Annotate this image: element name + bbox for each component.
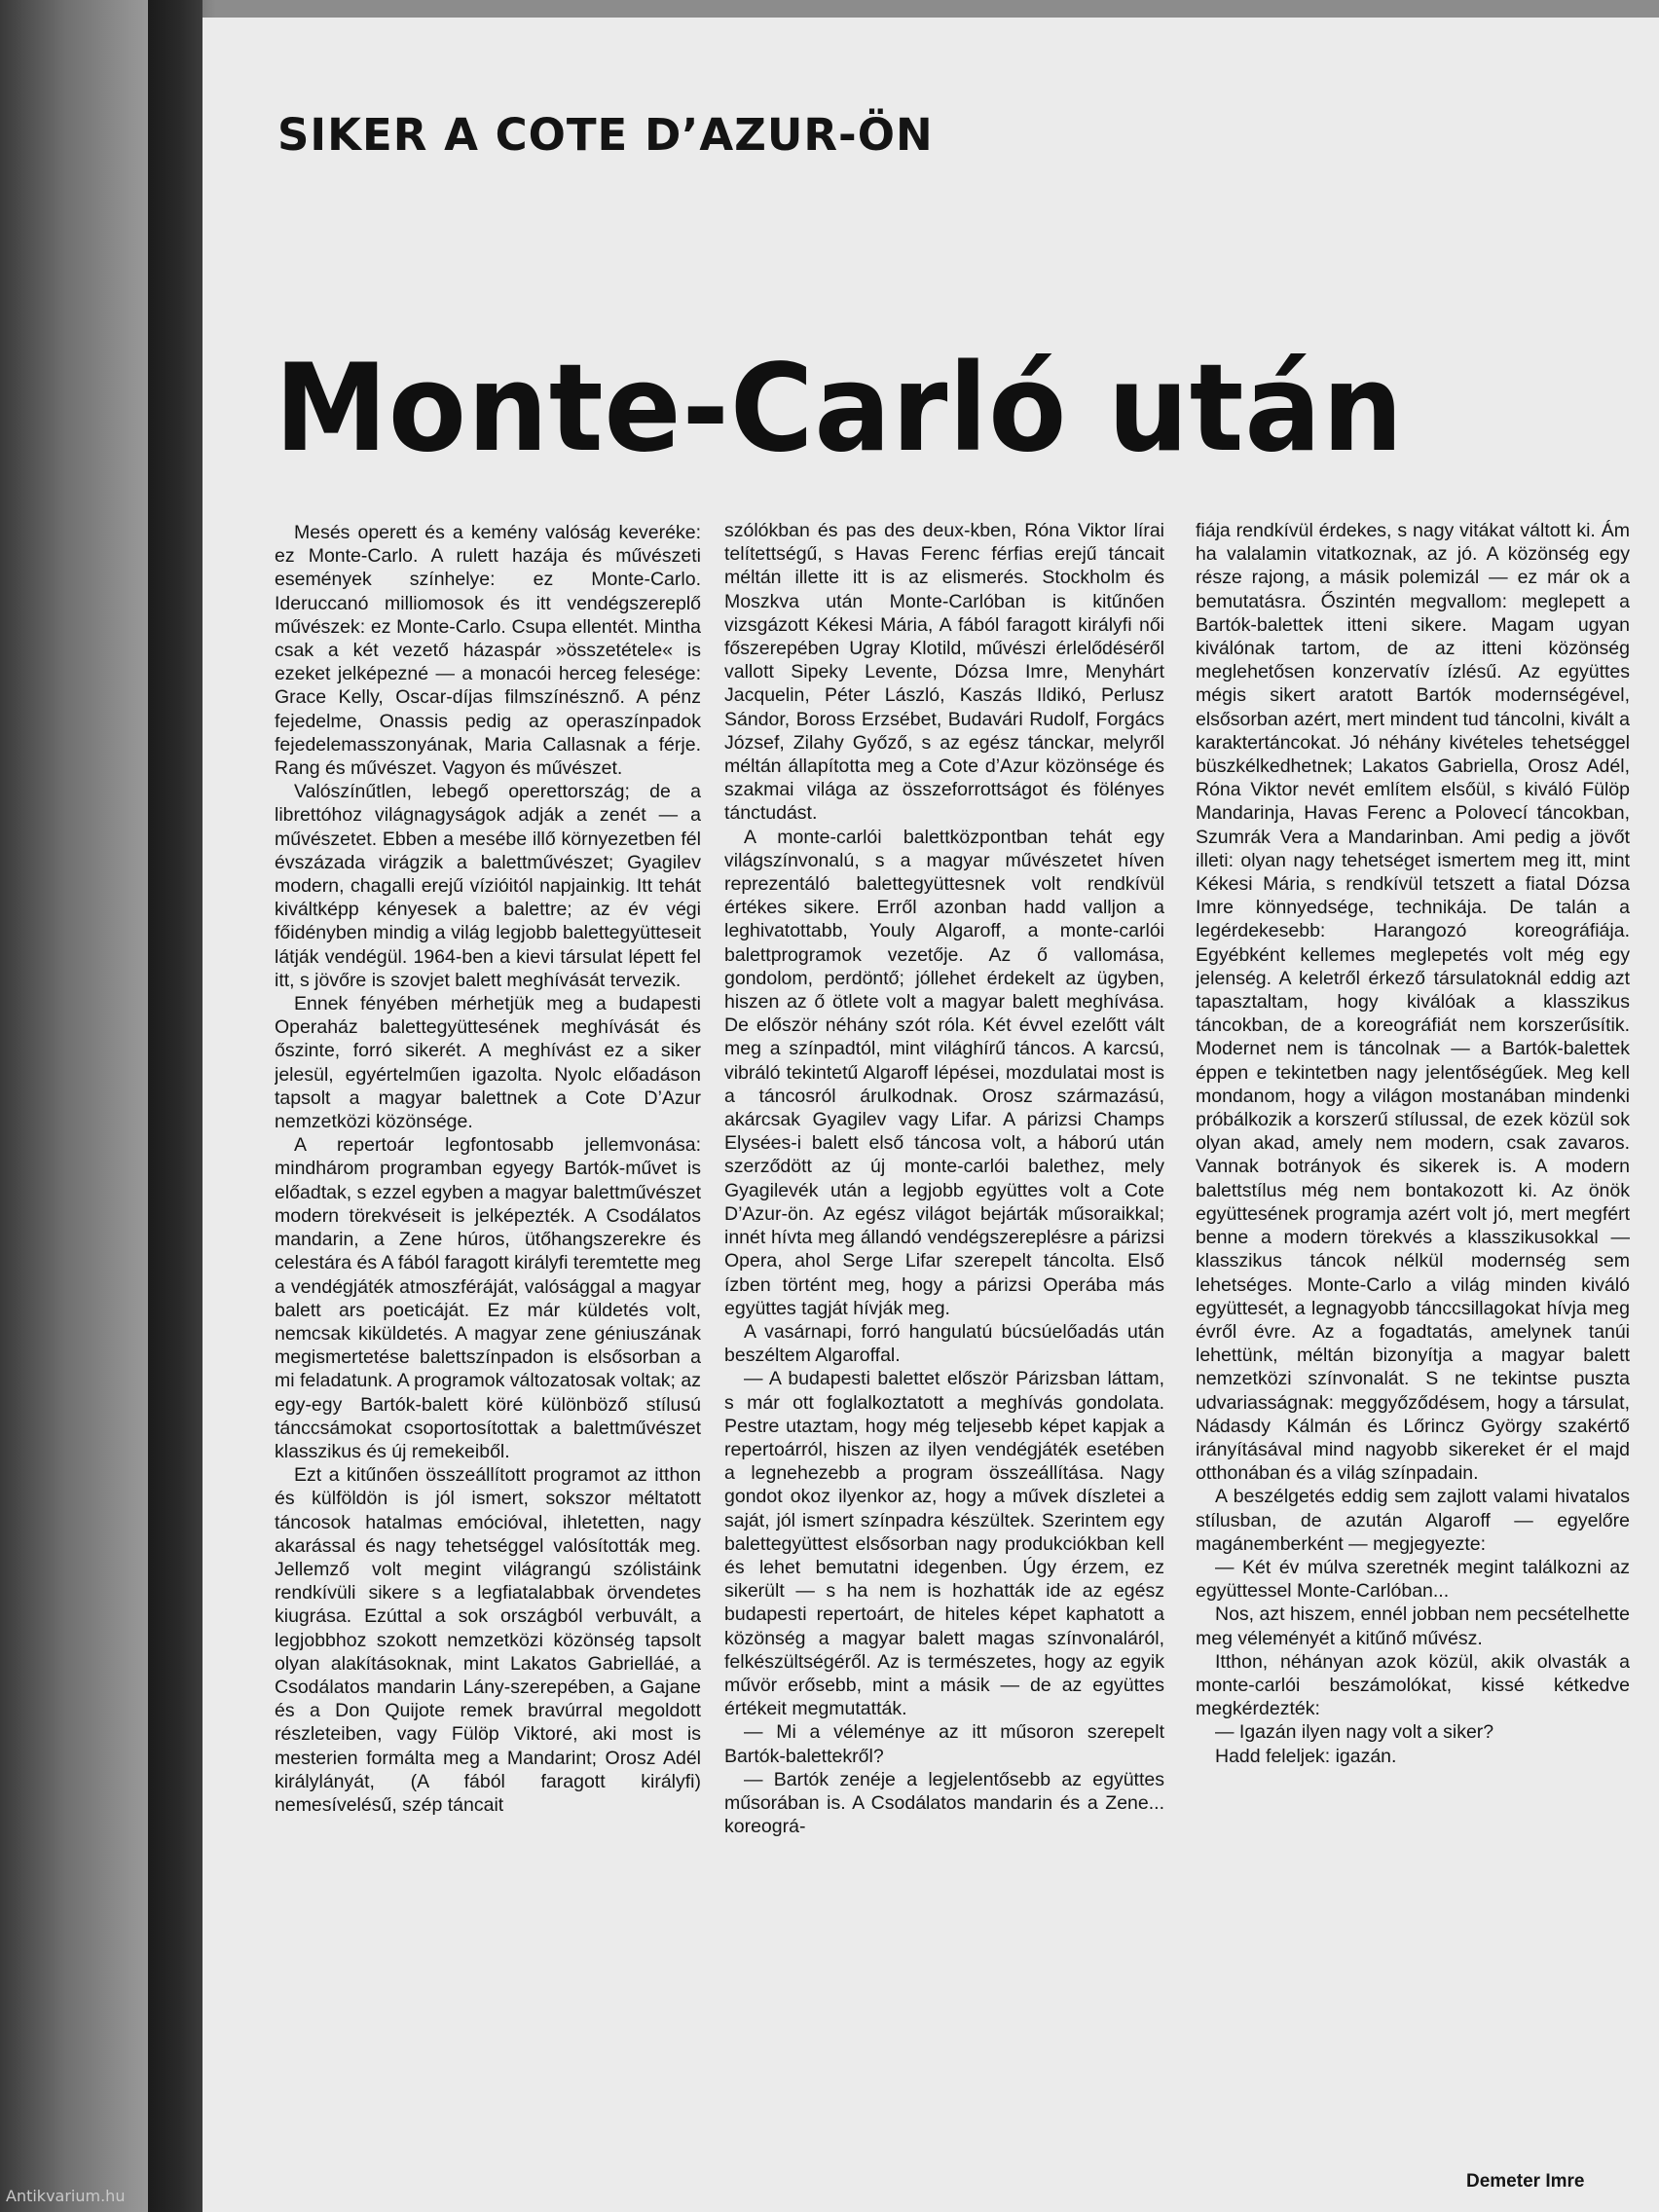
kicker-title: SIKER A COTE D’AZUR-ÖN <box>277 109 934 161</box>
paragraph: Mesés operett és a kemény valóság keveréke: ez Monte-Carlo. A rulett hazája és művészeti események színhelye: ez Monte-Carlo. Ideruccanó milliomosok és itt vendégszereplő művészek: ez Monte-Carlo. Csupa ellentét. Mintha csak a két vezető házaspár »összetétele« is ezeket jelképezné — a monacói herceg felesége: Grace Kelly, Oscar-díjas filmszínésznő. A pénz fejedelme, Onassis pedig az operaszínpadok fejedelemasszonyának, Maria Callasnak a férje. Rang és művészet. Vagyon és művészet. <box>275 522 701 780</box>
paragraph: A monte-carlói balettközpontban tehát egy világszínvonalú, s a magyar művészetet híven reprezentáló balettegyüttesnek volt rendkívül értékes sikere. Erről azonban hadd valljon a leghivatottabb, Youly Algaroff, a monte-carlói balettprogramok vezetője. Az ő vallomása, gondolom, perdöntő; jóllehet érdekelt az ügyben, hiszen az ő ötlete volt a magyar balett meghívása. De először néhány szót róla. Két évvel ezelőtt vált meg a színpadtól, mint világhírű táncos. A karcsú, vibráló tekintetű Algaroff lépései, mozdulatai most is a táncosról árulkodnak. Orosz származású, akárcsak Gyagilev vagy Lifar. A párizsi Champs Elysées-i balett első táncosa volt, a háború után szerződött az új monte-carlói balethez, mely Gyagilevék után a legjobb együttes volt a Cote D’Azur-ön. Az egész világot bejárták műsoraikkal; innét hívta meg állandó vendégszereplésre a párizsi Opera, ahol Serge Lifar szerepelt táncolta. Első ízben történt meg, hogy a párizsi Operába más együttes tagját hívják meg. <box>724 826 1164 1319</box>
article-column-2 <box>724 519 1164 2174</box>
paragraph: szólókban és pas des deux-kben, Róna Viktor lírai telítettségű, s Havas Ferenc férfias erejű táncait méltán illette itt is az elismerés. Stockholm és Moszkva után Monte-Carlóban is kitűnően vizsgázott Kékesi Mária, A fából faragott királyfi női főszerepében Ugray Klotild, művészi érlelődéséről vallott Sipeky Levente, Dózsa Imre, Menyhárt Jacquelin, Péter László, Kaszás Ildikó, Perlusz Sándor, Boross Erzsébet, Budavári Rudolf, Forgács József, Zilahy Győző, s az egész tánckar, melyről méltán állapította meg a Cote d’Azur közönsége és szakmai világa az összeforrottságot és fölényes tánctudást. <box>724 520 1164 825</box>
paragraph: — Igazán ilyen nagy volt a siker? <box>1215 1721 1494 1744</box>
paragraph: Itthon, néhányan azok közül, akik olvasták a monte-carlói beszámolókat, kissé kétkedve megkérdezték: <box>1196 1650 1630 1720</box>
paragraph: fiája rendkívül érdekes, s nagy vitákat váltott ki. Ám ha valalamin vitatkoznak, az jó. A közönség egy része rajong, a másik polemizál — ez már ok a bemutatásra. Őszintén megvallom: meglepett a Bartók-balettek itteni sikere. Magam ugyan kiválónak tartom, de az itteni közönség meglehetősen konzervatív ízlésű. Az együttes mégis sikert aratott Bartók modernségével, elsősorban azért, mert mindent tud táncolni, kivált a karaktertáncokat. Jó néhány kivételes tehetséggel büszkélkedhetnek; Lakatos Gabriella, Orosz Adél, Róna Viktor nevét említem elsőül, s kiváló Fülöp Mandarinja, Havas Ferenc a Polovecí táncokban, Szumrák Vera a Mandarinban. Ami pedig a jövőt illeti: olyan nagy tehetséget ismertem meg itt, mint Kékesi Mária, s rendkívül tetszett a fiatal Dózsa Imre könnyedsége, technikája. De talán a legérdekesebb: Harangozó koreográfiája. Egyébként kellemes meglepetés volt még egy jelenség. A keletről érkező társulatoknál eddig azt tapasztaltam, hogy kiválóak a klasszikus táncokban, de a koreográfiát nem korszerűsítik. Modernet nem is táncolnak — a Bartók-balettek éppen e tekintetben nagy jelentőségűek. Meg kell mondanom, hogy a világon mostanában mindenki próbálkozik a korszerű stílussal, de ezek közül sok olyan akad, amely nem modern, csak zavaros. Vannak botrányok és sikerek is. A modern balettstílus még nem bontakozott ki. Az önök együttesének programja azért volt jó, mert megfért benne a modern törekvés a klasszikusokkal — klasszikus táncok nélkül modernség sem lehetséges. Monte-Carlo a világ minden kiváló együttesét, a legnagyobb tánccsillagokat hívja meg évről évre. Az a fogadtatás, amelynek tanúi lehettünk, méltán bizonyítja a magyar balett nemzetközi színvonalát. S ne tekintse puszta udvariasságnak: meggyőződésem, hogy a társulat, Nádasdy Kálmán és Lőrincz György szakértő irányításával mind nagyobb sikereket ér el majd otthonában és a világ színpadain. <box>1196 520 1630 1485</box>
headline: Monte-Carló után <box>275 339 1404 479</box>
author-signature: Demeter Imre <box>1466 2171 1585 2192</box>
watermark: Antikvarium.hu <box>6 2187 126 2205</box>
paragraph: Ennek fényében mérhetjük meg a budapesti Operaház balettegyüttesének meghívását és őszinte, forró sikerét. A meghívást ez a siker jelesül, egyértelműen igazolta. Nyolc előadáson tapsolt a magyar balettnek a Cote D’Azur nemzetközi közönsége. <box>275 993 701 1133</box>
article-body <box>0 521 1659 2176</box>
paragraph: A beszélgetés eddig sem zajlott valami hivatalos stílusban, de azután Algaroff — egyelőre magánemberként — megjegyezte: <box>1196 1486 1630 1555</box>
paragraph: A repertoár legfontosabb jellemvonása: mindhárom programban egyegy Bartók-művet is előadtak, s ezzel egyben a magyar balettművészet modern törekvéseit is jelképezték. A Csodálatos mandarin, a Zene húros, ütőhangszerekre és celestára és A fából faragott királyfi teremtette meg a vendégjáték atmoszféráját, valósággal a magyar balett ars poeticáját. Ez már küldetés volt, nemcsak kiküldetés. A magyar zene géniuszának megismertetése balettszínpadon is elsősorban a mi feladatunk. A programok változatosak voltak; az egy-egy Bartók-balett köré különböző stílusú tánccsámokat csoportosítottak a balettművészet klasszikus és új remekeiből. <box>275 1134 701 1462</box>
paragraph: Nos, azt hiszem, ennél jobban nem pecsételhette meg véleményét a kitűnő művész. <box>1196 1604 1630 1649</box>
paragraph: — A budapesti balettet először Párizsban láttam, s már ott foglalkoztatott a meghívás gondolata. Pestre utaztam, hogy még teljesebb képet kapjak a repertoárról, hiszen az ilyen vendégjáték esetében a legnehezebb a program összeállítása. Nagy gondot okoz ilyenkor az, hogy a művek díszletei a saját, jól ismert színpadra készültek. Szerintem egy balettegyüttest elsősorban nagy produkciókban kell és lehet bemutatni idegenben. Úgy érzem, ez sikerült — s ha nem is hozhatták ide az egész budapesti repertoárt, de hiteles képet kaphatott a közönség a magyar balett magas színvonaláról, felkészültségéről. Az is természetes, hogy az egyik művör erősebb, mint a másik — de az együttes értékeit megmutatták. <box>724 1368 1164 1720</box>
article-column-3 <box>1196 519 1630 2174</box>
paragraph: A vasárnapi, forró hangulatú búcsúelőadás után beszéltem Algaroffal. <box>724 1320 1164 1367</box>
paragraph: Ezt a kitűnően összeállított programot az itthon és külföldön is jól ismert, sokszor méltatott táncosok hatalmas emócióval, ihletetten, nagy akarással és nagy tehetséggel valósították meg. Jellemző volt megint világrangú szólistáink rendkívüli sikere s a legfiatalabbak örvendetes kiugrása. Ezúttal a sok országból verbuvált, a legjobbhoz szokott nemzetközi közönség tapsolt olyan alakításoknak, mint Lakatos Gabrielláé, a Csodálatos mandarin Lány-szerepében, a Gajane és a Don Quijote remek bravúrral megoldott részleteiben, vagy Fülöp Viktoré, aki most is mesterien formálta meg a Mandarint; Orosz Adél királylányát, (A fából faragott királyfi) nemesívelésű, szép táncait <box>275 1464 701 1816</box>
paragraph: Hadd feleljek: igazán. <box>1215 1745 1397 1767</box>
paragraph: — Mi a véleménye az itt műsoron szerepelt Bartók-balettekről? <box>724 1721 1164 1767</box>
paragraph: Valószínűtlen, lebegő operettország; de a librettóhoz világnagyságok adják a zenét — a művészetet. Ebben a mesébe illő környezetben fél évszázada virágzik a balettművészet; Gyagilev modern, chagalli erejű vízióitól napjainkig. Itt tehát kiváltképp kényesek a balettre; az év végi főidényben mindig a világ legjobb balettegyütteseit látják vendégül. 1964-ben a kievi társulat lépett fel itt, s jövőre is szovjet balett meghívását tervezik. <box>275 781 701 991</box>
article-column-1 <box>275 521 701 2176</box>
paragraph: — Bartók zenéje a legjelentősebb az együttes műsorában is. A Csodálatos mandarin és a Zene... koreográ- <box>724 1768 1164 1838</box>
paragraph: — Két év múlva szeretnék megint találkozni az együttessel Monte-Carlóban... <box>1196 1556 1630 1603</box>
